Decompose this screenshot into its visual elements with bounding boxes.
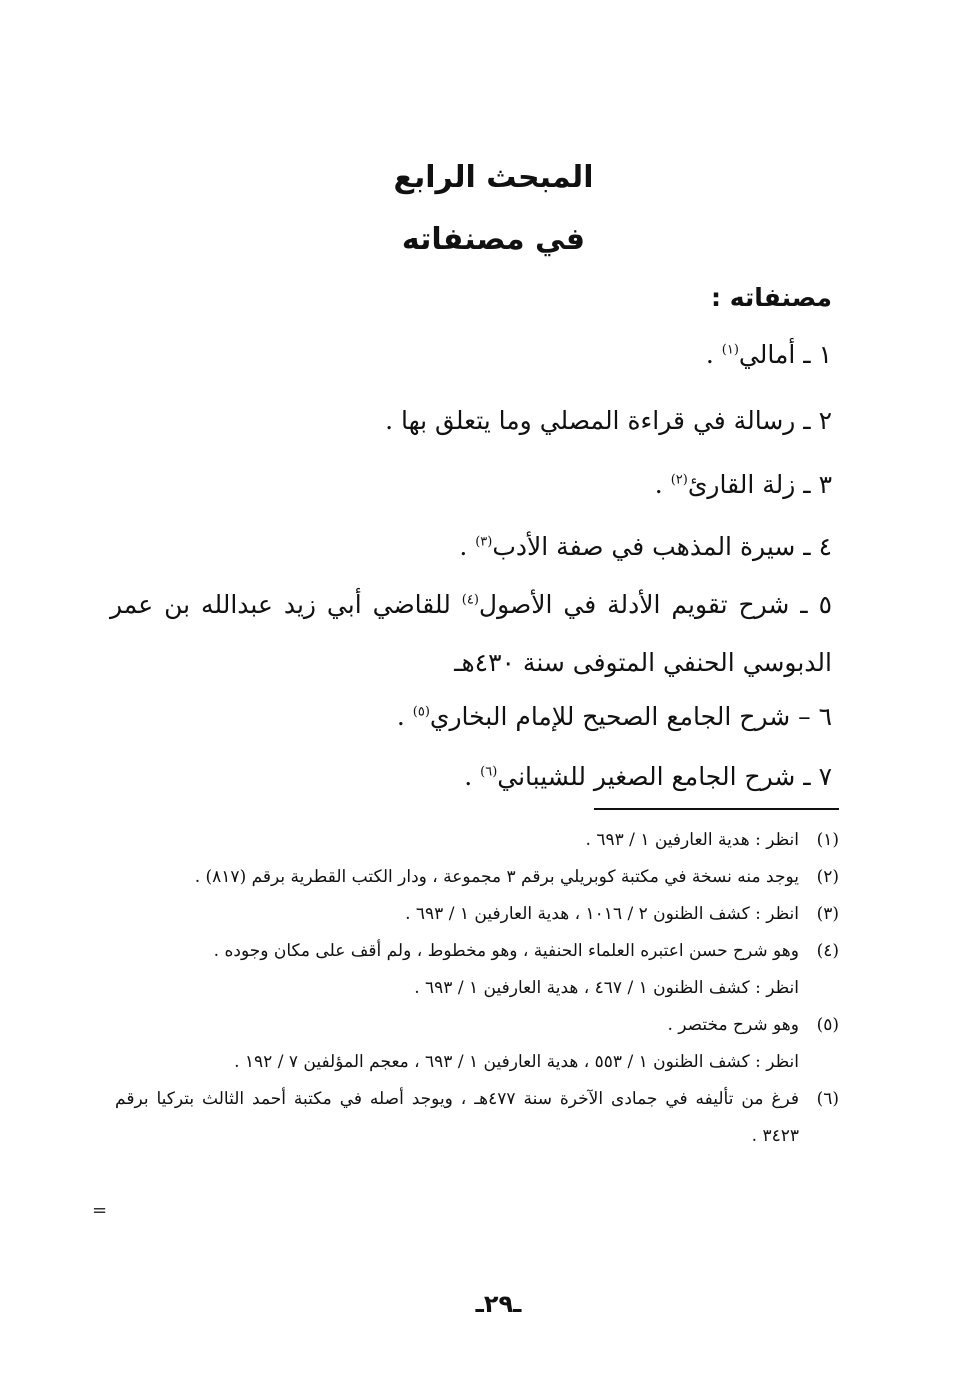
margin-mark: = (92, 1200, 108, 1221)
list-item (110, 340, 832, 369)
footnote-ref: (٦) (480, 764, 498, 780)
list-item-text: ٣ ـ زلة القارئ (687, 470, 832, 499)
footnote-line: انظر : كشف الظنون ١ / ٤٦٧ ، هدية العارفين ١ / ٦٩٣ . (414, 978, 799, 998)
list-item (110, 406, 832, 435)
list-item-tail: . (396, 702, 413, 731)
chapter-title: المبحث الرابع (393, 160, 594, 195)
footnote-ref: (٥) (412, 704, 430, 720)
list-item (110, 532, 832, 561)
list-item (110, 762, 832, 791)
footnote-line: وهو شرح مختصر . (667, 1015, 799, 1035)
list-item-text: ٧ ـ شرح الجامع الصغير للشيباني (497, 762, 832, 791)
footnote-number: (٣) (816, 904, 839, 924)
chapter-subtitle: في مصنفاته (401, 222, 586, 257)
list-item (110, 576, 832, 692)
footnotes (115, 822, 839, 1155)
list-item (110, 702, 832, 731)
footnote-number: (٥) (816, 1015, 839, 1035)
list-item-tail: . (654, 470, 671, 499)
list-item-text: ٤ ـ سيرة المذهب في صفة الأدب (492, 532, 832, 561)
page-number: ـ٢٩ـ (475, 1290, 522, 1318)
footnote (115, 1081, 839, 1155)
list-item-tail: للقاضي أبي زيد عبدالله بن عمر الدبوسي الحنفي المتوفى سنة ٤٣٠هـ (110, 590, 832, 677)
footnote-ref: (٢) (670, 472, 688, 488)
list-item-text: ٢ ـ رسالة في قراءة المصلي وما يتعلق بها . (385, 406, 832, 435)
footnote (115, 896, 839, 933)
footnote-line: يوجد منه نسخة في مكتبة كوبريلي برقم ٣ مجموعة ، ودار الكتب القطرية برقم (٨١٧) . (194, 867, 799, 887)
list-item-tail: . (464, 762, 481, 791)
footnote-number: (٢) (816, 867, 839, 887)
footnote-text (115, 822, 799, 859)
footnote-separator (594, 808, 839, 810)
list-item-text: ٥ ـ شرح تقويم الأدلة في الأصول (478, 590, 833, 619)
footnote-line: انظر : كشف الظنون ١ / ٥٥٣ ، هدية العارفين ١ / ٦٩٣ ، معجم المؤلفين ٧ / ١٩٢ . (234, 1052, 799, 1072)
footnote-number: (٤) (816, 941, 839, 961)
footnote-line: وهو شرح حسن اعتبره العلماء الحنفية ، وهو مخطوط ، ولم أقف على مكان وجوده . (213, 941, 799, 961)
list-item (110, 470, 832, 499)
footnote-text (115, 933, 799, 1007)
footnote-text (115, 1007, 799, 1081)
footnote-ref: (٣) (475, 534, 493, 550)
footnote-ref: (٤) (461, 592, 479, 608)
list-item-text: ٦ – شرح الجامع الصحيح للإمام البخاري (429, 702, 832, 731)
footnote-number: (١) (816, 830, 839, 850)
footnote (115, 822, 839, 859)
footnote-text (115, 1081, 799, 1155)
footnote (115, 859, 839, 896)
footnote-line: فرغ من تأليفه في جمادى الآخرة سنة ٤٧٧هـ ، ويوجد أصله في مكتبة أحمد الثالث بتركيا برقم ٣٤٢٣ . (115, 1089, 799, 1146)
list-item-tail: . (705, 340, 722, 369)
footnote-number: (٦) (816, 1089, 839, 1109)
footnote-text (115, 896, 799, 933)
footnote-line: انظر : هدية العارفين ١ / ٦٩٣ . (585, 830, 799, 850)
footnote (115, 933, 839, 1007)
footnote-line: انظر : كشف الظنون ٢ / ١٠١٦ ، هدية العارفين ١ / ٦٩٣ . (405, 904, 799, 924)
list-item-tail: . (459, 532, 476, 561)
footnote (115, 1007, 839, 1081)
footnote-text (115, 859, 799, 896)
list-item-text: ١ ـ أمالي (738, 340, 832, 369)
section-label: مصنفاته : (711, 283, 832, 312)
footnote-ref: (١) (721, 342, 739, 358)
